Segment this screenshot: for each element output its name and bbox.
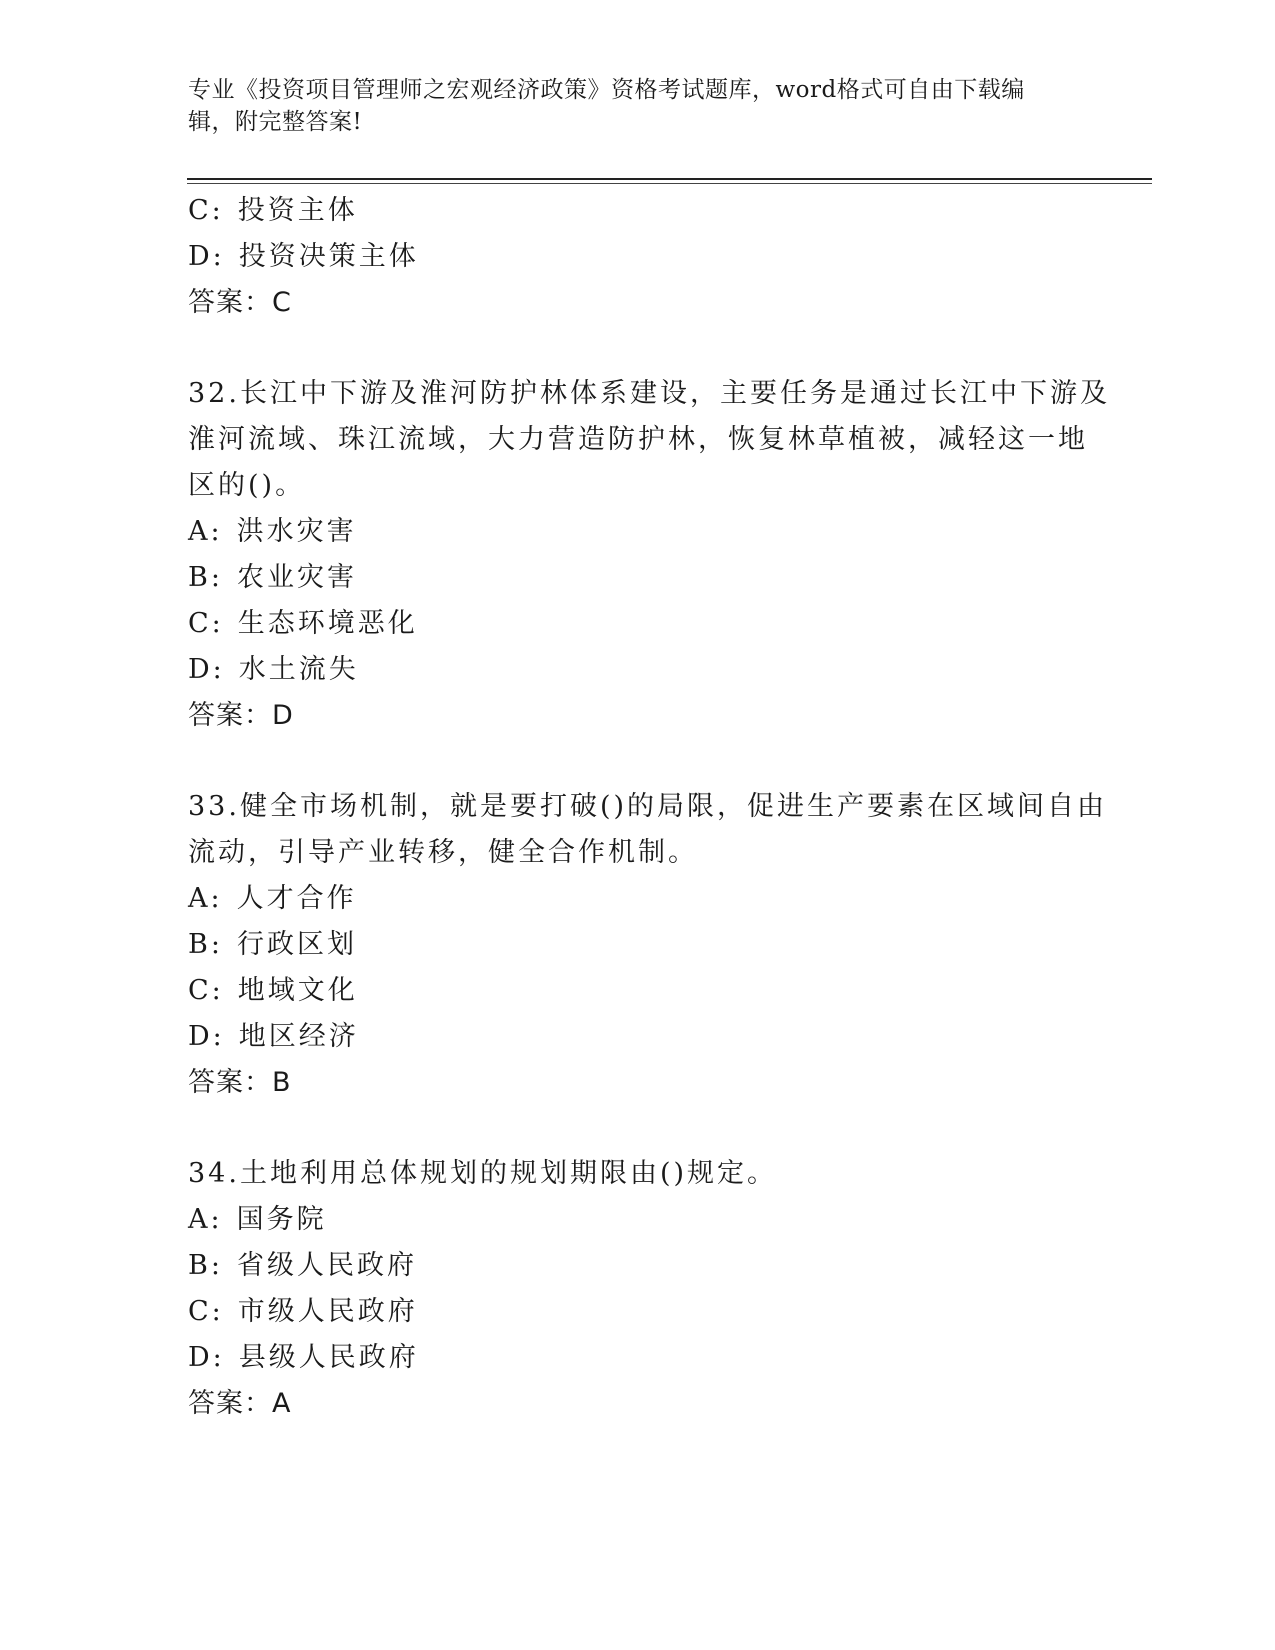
option-label: D: bbox=[188, 1021, 225, 1052]
question-text-line: 流动，引导产业转移，健全合作机制。 bbox=[188, 837, 698, 868]
question-text-line: 33.健全市场机制，就是要打破()的局限，促进生产要素在区域间自由 bbox=[188, 791, 1108, 822]
option-label: C: bbox=[188, 1296, 224, 1327]
document-header bbox=[188, 74, 1068, 138]
answer: 答案：B bbox=[188, 1067, 292, 1098]
question-list bbox=[188, 188, 1110, 1427]
option-text: 地区经济 bbox=[238, 1021, 359, 1052]
answer: 答案：A bbox=[188, 1388, 292, 1419]
option-label: D: bbox=[188, 241, 225, 272]
option-label: B: bbox=[188, 1250, 223, 1281]
option-text: 人才合作 bbox=[236, 883, 357, 914]
option-text: 投资主体 bbox=[237, 195, 358, 226]
option-text: 行政区划 bbox=[236, 929, 357, 960]
option-label: A: bbox=[188, 883, 223, 914]
option-c bbox=[188, 1289, 1088, 1335]
option-text: 农业灾害 bbox=[236, 562, 357, 593]
option-label: B: bbox=[188, 929, 223, 960]
option-text: 市级人民政府 bbox=[237, 1296, 418, 1327]
header-divider-thick bbox=[187, 178, 1152, 180]
header-line-2: 辑，附完整答案! bbox=[188, 109, 363, 135]
option-a bbox=[188, 1197, 1088, 1243]
option-label: D: bbox=[188, 1342, 225, 1373]
option-label: C: bbox=[188, 608, 224, 639]
question-33 bbox=[188, 784, 1108, 1106]
option-text: 投资决策主体 bbox=[238, 241, 419, 272]
question-34 bbox=[188, 1151, 1088, 1427]
option-text: 县级人民政府 bbox=[238, 1342, 419, 1373]
option-d bbox=[188, 1335, 1088, 1381]
option-a bbox=[188, 876, 1088, 922]
answer: 答案：D bbox=[188, 700, 294, 731]
option-label: D: bbox=[188, 654, 225, 685]
question-text-line: 区的()。 bbox=[188, 470, 306, 501]
option-text: 洪水灾害 bbox=[236, 516, 357, 547]
option-c bbox=[188, 188, 1088, 234]
option-d bbox=[188, 234, 1088, 280]
option-label: C: bbox=[188, 195, 224, 226]
option-text: 省级人民政府 bbox=[236, 1250, 417, 1281]
option-text: 地域文化 bbox=[237, 975, 358, 1006]
option-d bbox=[188, 1014, 1088, 1060]
question-text-line: 淮河流域、珠江流域，大力营造防护林，恢复林草植被，减轻这一地 bbox=[188, 424, 1088, 455]
option-a bbox=[188, 509, 1088, 555]
option-b bbox=[188, 555, 1088, 601]
option-label: C: bbox=[188, 975, 224, 1006]
option-c bbox=[188, 968, 1088, 1014]
option-text: 生态环境恶化 bbox=[237, 608, 418, 639]
answer: 答案：C bbox=[188, 287, 292, 318]
question-text-line: 32.长江中下游及淮河防护林体系建设，主要任务是通过长江中下游及 bbox=[188, 378, 1110, 409]
option-b bbox=[188, 922, 1088, 968]
option-b bbox=[188, 1243, 1088, 1289]
option-text: 国务院 bbox=[236, 1204, 327, 1235]
prev-question bbox=[188, 188, 1088, 326]
option-d bbox=[188, 647, 1088, 693]
option-label: B: bbox=[188, 562, 223, 593]
header-line-1: 专业《投资项目管理师之宏观经济政策》资格考试题库，word格式可自由下载编 bbox=[188, 77, 1025, 103]
option-label: A: bbox=[188, 516, 223, 547]
option-text: 水土流失 bbox=[238, 654, 359, 685]
header-divider-thin bbox=[187, 183, 1152, 184]
option-c bbox=[188, 601, 1088, 647]
option-label: A: bbox=[188, 1204, 223, 1235]
question-text-line: 34.土地利用总体规划的规划期限由()规定。 bbox=[188, 1158, 778, 1189]
question-32 bbox=[188, 371, 1110, 739]
